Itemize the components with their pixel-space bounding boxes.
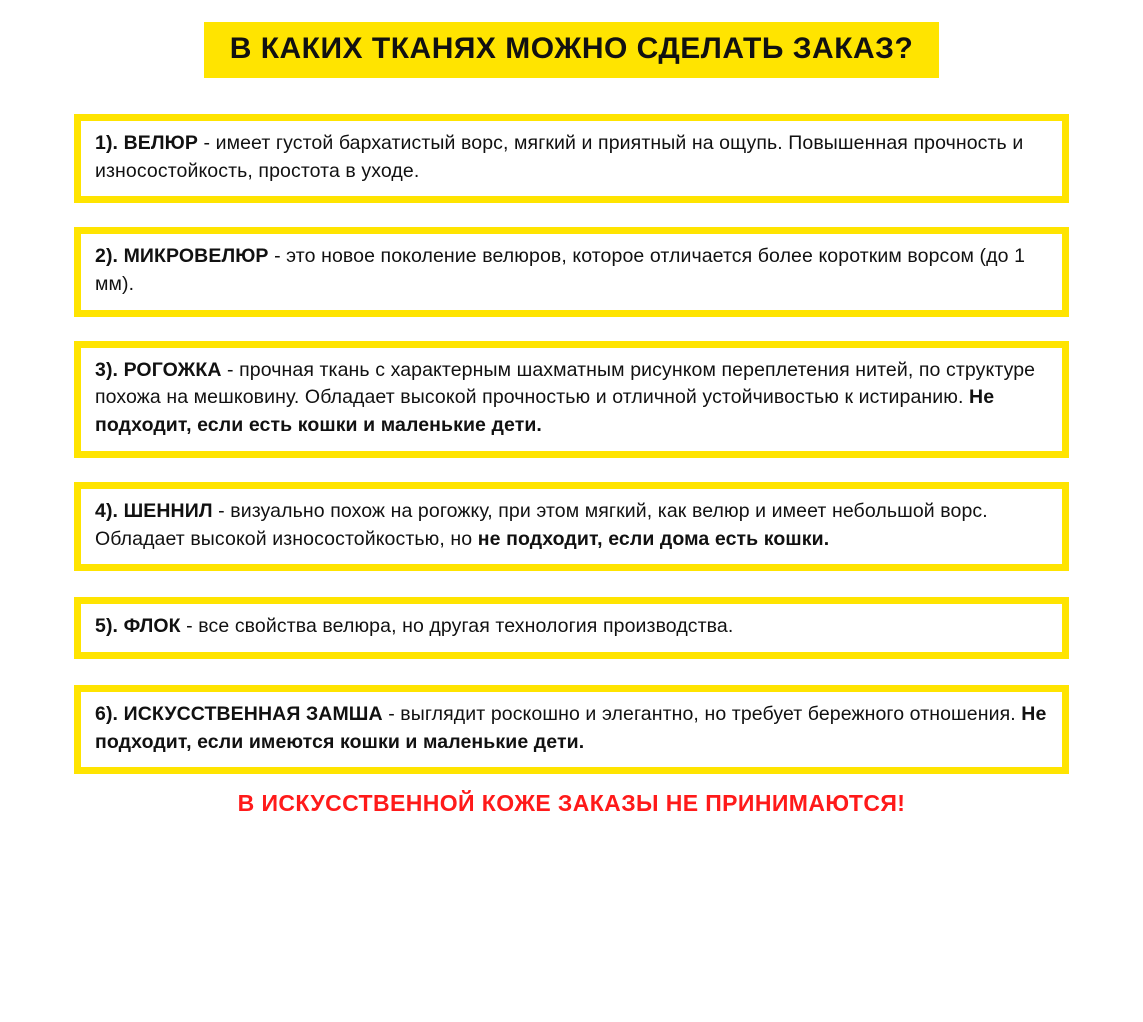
- fabric-text: [95, 613, 1050, 641]
- poster-page: [0, 22, 1143, 1022]
- list-item: [74, 482, 1069, 571]
- fabric-text: [95, 701, 1050, 756]
- fabric-description: - все свойства велюра, но другая технология производства.: [180, 615, 734, 638]
- fabric-description: - это новое поколение велюров, которое отличается более коротким ворсом (до 1 мм).: [95, 245, 1026, 296]
- list-item: [74, 341, 1069, 458]
- page-title: В КАКИХ ТКАНЯХ МОЖНО СДЕЛАТЬ ЗАКАЗ?: [204, 22, 940, 78]
- list-item: [74, 227, 1069, 316]
- fabric-description: - визуально похож на рогожку, при этом мягкий, как велюр и имеет небольшой ворс. Обладает высокой износостойкостью, но: [95, 499, 988, 550]
- fabric-description: - прочная ткань с характерным шахматным рисунком переплетения нитей, по структуре похожа на мешковину. Обладает высокой прочностью и отличной устойчивостью к истиранию.: [95, 358, 1036, 409]
- fabric-text: [95, 130, 1050, 185]
- fabric-list: [0, 114, 1143, 774]
- fabric-name: 6). ИСКУССТВЕННАЯ ЗАМША: [95, 702, 383, 725]
- list-item: [74, 597, 1069, 659]
- fabric-text: [95, 357, 1050, 440]
- fabric-description: - имеет густой бархатистый ворс, мягкий и приятный на ощупь. Повышенная прочность и износостойкость, простота в уходе.: [95, 132, 1024, 182]
- fabric-name: 3). РОГОЖКА: [95, 358, 222, 381]
- fabric-text: [95, 243, 1050, 298]
- fabric-description: - выглядит роскошно и элегантно, но требует бережного отношения.: [382, 702, 1022, 725]
- list-item: [74, 114, 1069, 203]
- fabric-name: 4). ШЕННИЛ: [95, 499, 213, 522]
- fabric-name: 1). ВЕЛЮР: [95, 132, 198, 154]
- footer-note: В ИСКУССТВЕННОЙ КОЖЕ ЗАКАЗЫ НЕ ПРИНИМАЮТСЯ!: [237, 790, 906, 817]
- list-item: [74, 685, 1069, 774]
- fabric-name: 2). МИКРОВЕЛЮР: [95, 245, 269, 268]
- fabric-warning: Не подходит, если есть кошки и маленькие дети.: [95, 386, 995, 437]
- fabric-text: [95, 498, 1050, 553]
- fabric-name: 5). ФЛОК: [95, 615, 181, 638]
- fabric-warning: не подходит, если дома есть кошки.: [477, 527, 830, 550]
- fabric-warning: Не подходит, если имеются кошки и маленькие дети.: [95, 702, 1047, 753]
- title-banner: [0, 22, 1143, 78]
